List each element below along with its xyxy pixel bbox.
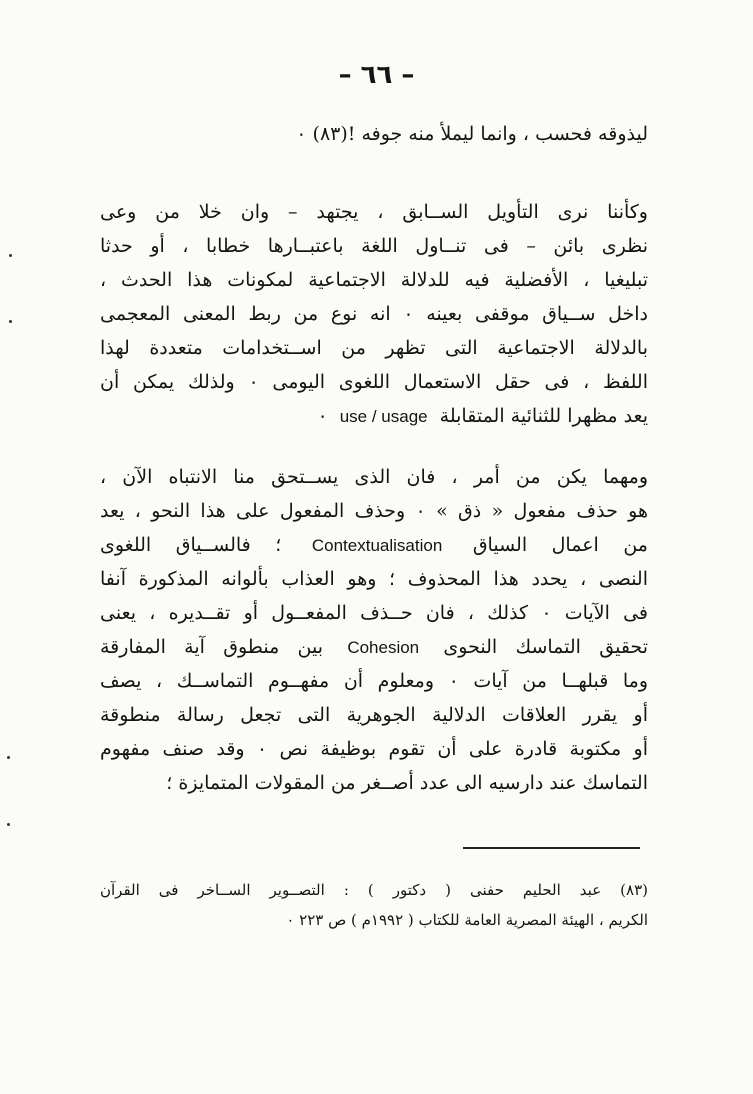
text-line: النصى ، يحدد هذا المحذوف ؛ وهو العذاب بألوانه المذكورة آنفا	[100, 568, 648, 590]
text-line: ليذوقه فحسب ، وانما ليملأ منه جوفه !(٨٣) ٠	[296, 123, 648, 145]
text-line: ومهما يكن من أمر ، فان الذى يســتحق منا الانتباه الآن ،	[100, 466, 648, 488]
page-number: – ٦٦ –	[338, 60, 415, 90]
footnote-divider	[463, 847, 640, 849]
text-line: بالدلالة الاجتماعية التى تظهر من اســتخدامات متعددة لهذا	[100, 337, 648, 359]
margin-speck	[7, 823, 10, 826]
text-line: وما قبلهــا من آيات ٠ ومعلوم أن مفهــوم التماســك ، يصف	[100, 670, 648, 692]
paragraph-2	[100, 195, 648, 433]
margin-speck	[9, 320, 12, 323]
paragraph-3	[100, 460, 648, 800]
arabic-text: من اعمال السياق	[472, 534, 648, 556]
text-line: تبليغيا ، الأفضلية فيه للدلالة الاجتماعية لمكونات هذا الحدث ،	[100, 269, 648, 291]
text-line: داخل ســياق موقفى بعينه ٠ انه نوع من ربط المعنى المعجمى	[100, 303, 648, 325]
latin-term: Cohesion	[347, 638, 420, 657]
arabic-text: ٠	[317, 405, 328, 427]
footnote-line: الكريم ، الهيئة المصرية العامة للكتاب ( ١٩٩٢م ) ص ٢٢٣ ٠	[286, 911, 648, 929]
arabic-text: تحقيق التماسك النحوى	[443, 636, 648, 658]
latin-term: Contextualisation	[311, 536, 443, 555]
arabic-text: ؛ فالســياق اللغوى	[100, 534, 282, 556]
arabic-text: بين منطوق آية المفارقة	[100, 636, 324, 658]
footnote-line: (٨٣) عبد الحليم حفنى ( دكتور ) : التصــوير الســاخر فى القرآن	[100, 881, 648, 899]
margin-speck	[9, 254, 12, 257]
text-line: التماسك عند دارسيه الى عدد أصــغر من المقولات المتمايزة ؛	[166, 772, 648, 794]
paragraph-1	[100, 117, 648, 151]
text-line: وكأننا نرى التأويل الســابق ، يجتهد – وان خلا من وعى	[100, 201, 648, 223]
text-line: أو يقرر العلاقات الدلالية الجوهرية التى تجعل رسالة منطوقة	[100, 704, 648, 726]
text-line: هو حذف مفعول « ذق » ٠ وحذف المفعول على هذا النحو ، يعد	[100, 500, 648, 522]
text-line: نظرى بائن – فى تنــاول اللغة باعتبــارها خطابا ، أو حدثا	[100, 235, 648, 257]
text-line: فى الآيات ٠ كذلك ، فان حــذف المفعــول أو تقــديره ، يعنى	[100, 602, 648, 624]
margin-speck	[7, 756, 10, 759]
text-line-with-latin	[100, 630, 648, 664]
text-line: اللفظ ، فى حقل الاستعمال اللغوى اليومى ٠ ولذلك يمكن أن	[100, 371, 648, 393]
text-line-with-latin	[100, 528, 648, 562]
footnotes	[100, 875, 648, 935]
text-line-with-latin	[100, 399, 648, 433]
text-line: أو مكتوبة قادرة على أن تقوم بوظيفة نص ٠ وقد صنف مفهوم	[100, 738, 648, 760]
arabic-text: يعد مظهرا للثنائية المتقابلة	[439, 405, 648, 427]
latin-term: use / usage	[339, 407, 428, 426]
